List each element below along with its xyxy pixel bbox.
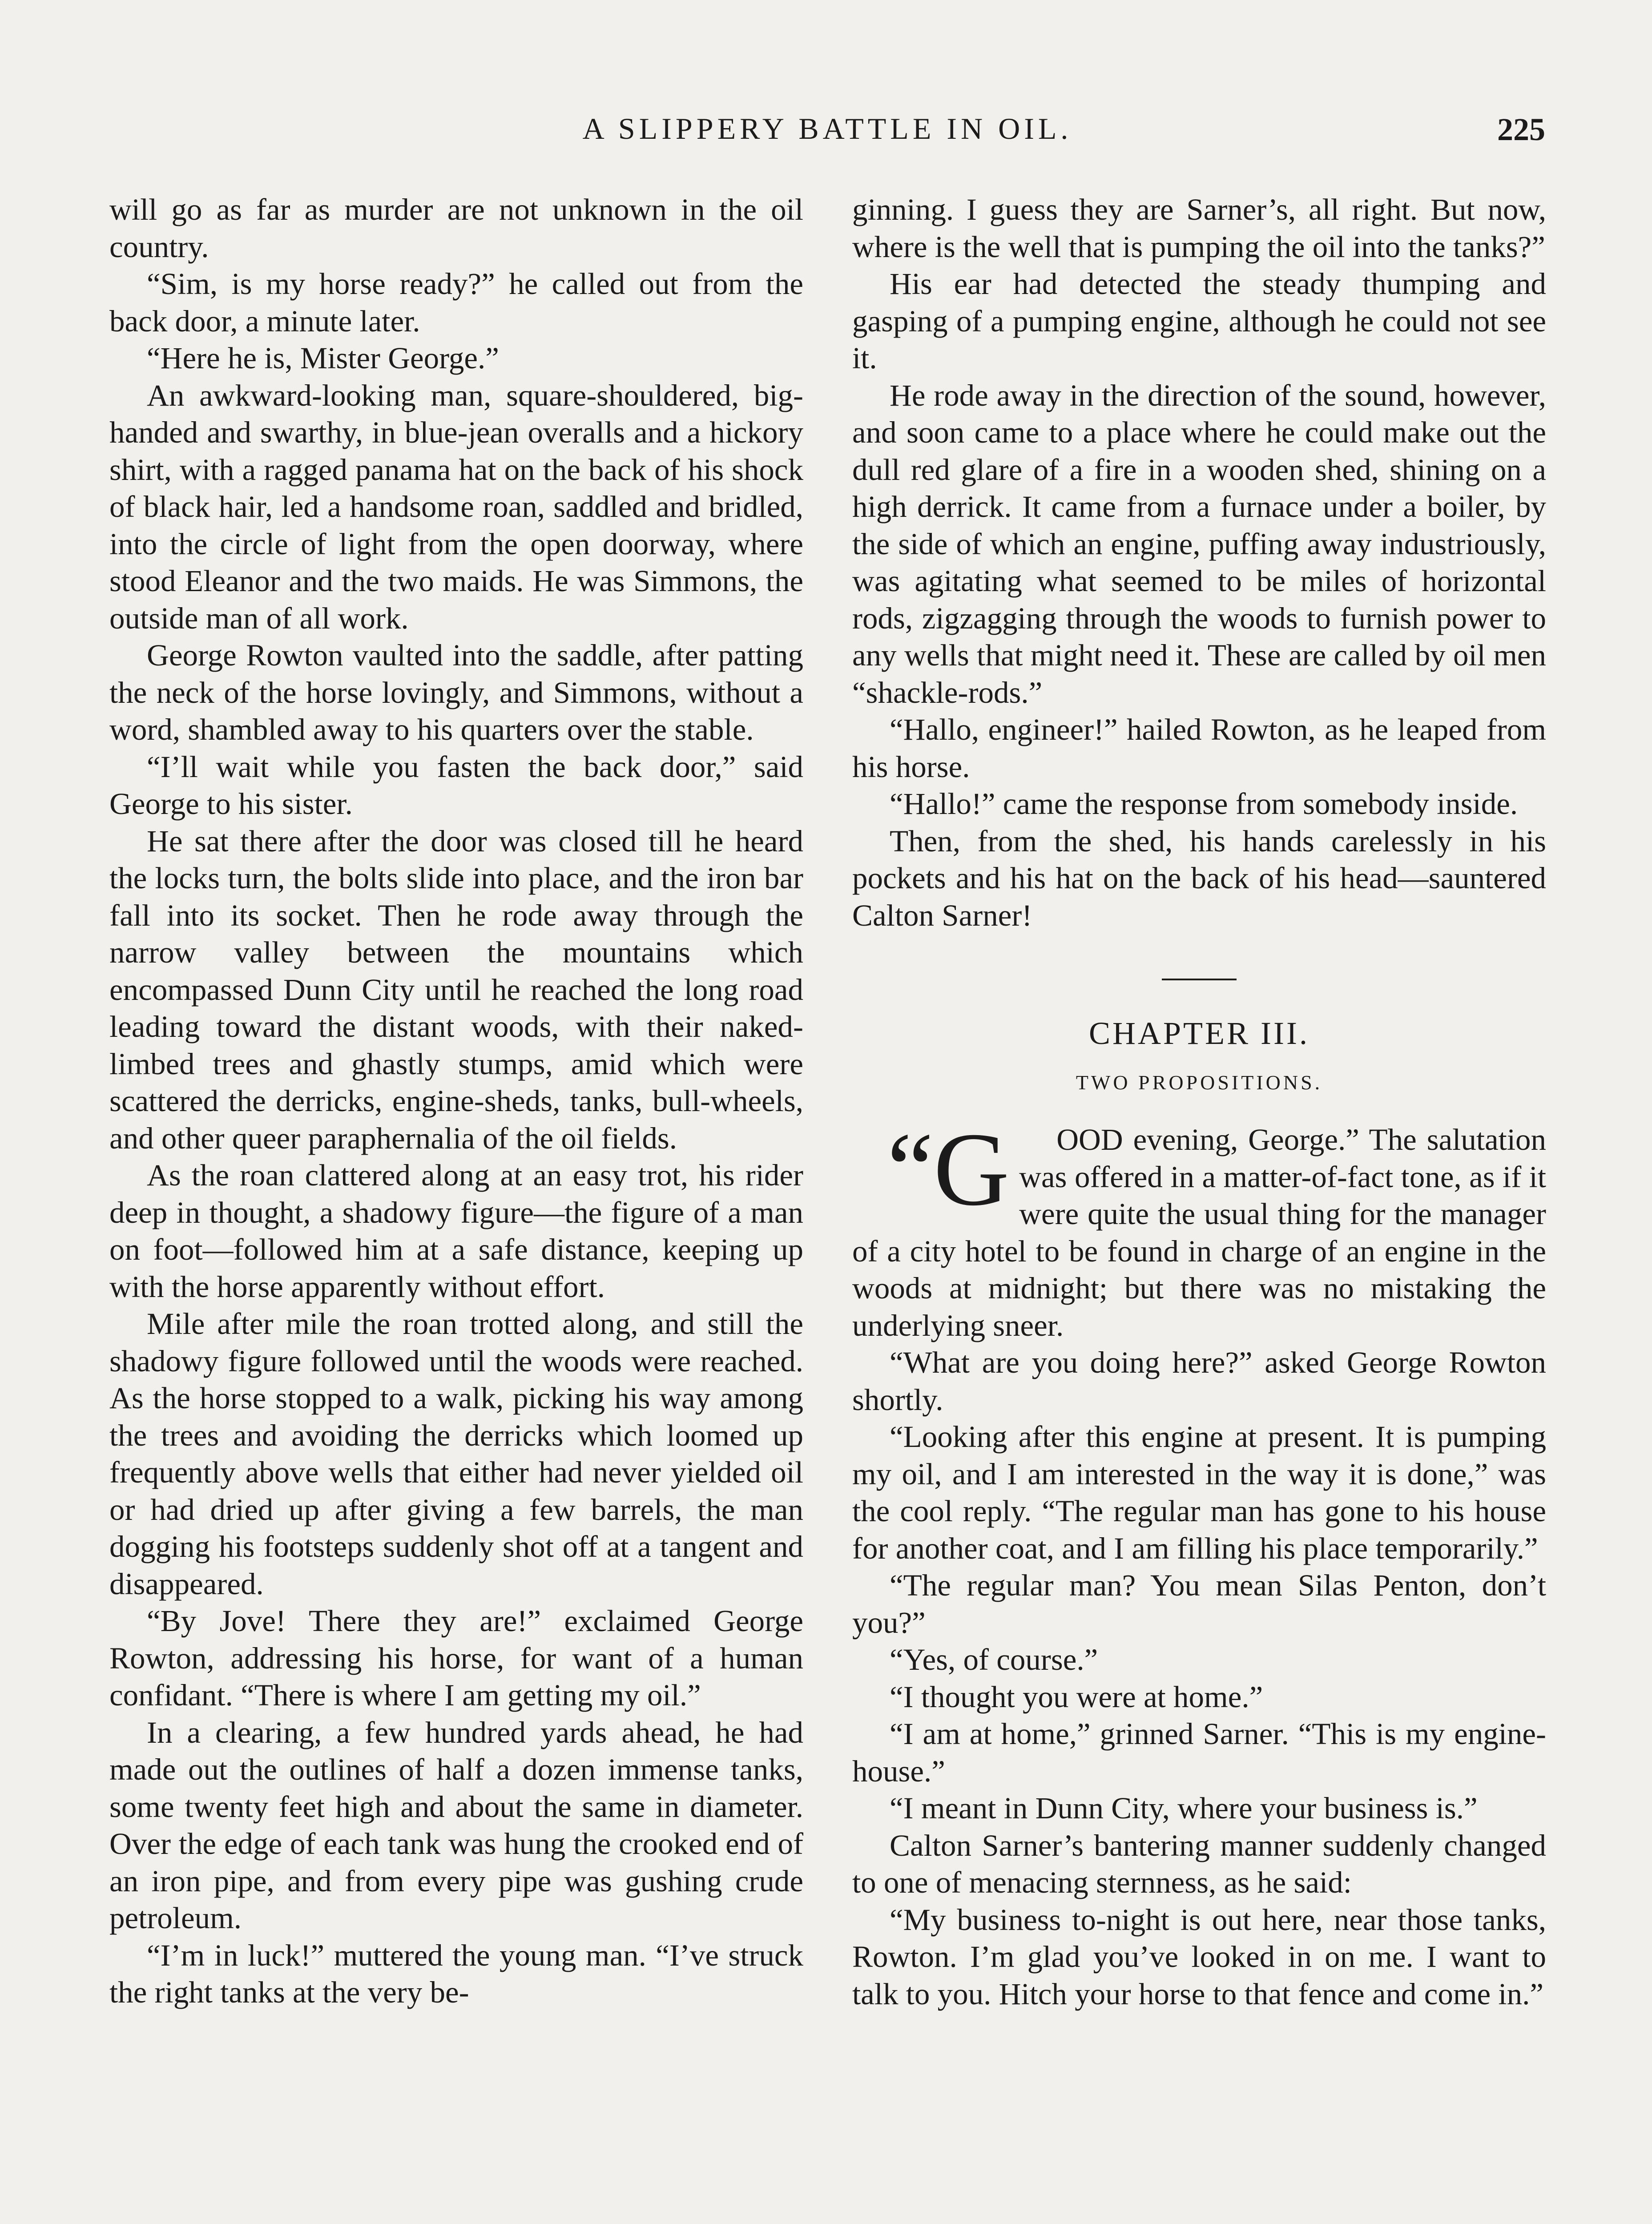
paragraph: Then, from the shed, his hands carelessly in his pockets and his hat on the back of his head—sauntered Calton Sarner! bbox=[852, 824, 1546, 932]
paragraph: Calton Sarner’s bantering manner suddenly changed to one of menacing sternness, as he said: bbox=[852, 1828, 1546, 1899]
paragraph: will go as far as murder are not unknown in the oil country. bbox=[109, 193, 803, 264]
paragraph: “I meant in Dunn City, where your business is.” bbox=[890, 1791, 1478, 1825]
chapter-opening-text: OOD evening, George.” The salutation was offered in a matter-of-fact tone, as if it were quite the usual thing for the manager of a city hotel to be found in charge of an engine in the woods at midnight; but there was no mistaking the underlying sneer. bbox=[852, 1123, 1546, 1342]
paragraph: “I’ll wait while you fasten the back door,” said George to his sister. bbox=[109, 749, 803, 821]
paragraph: “Looking after this engine at present. It is pumping my oil, and I am interested in the way it is done,” was the cool reply. “The regular man has gone to his house for another coat, and I am filling his place temporarily.” bbox=[852, 1420, 1546, 1565]
chapter-opening-paragraph bbox=[852, 1112, 1546, 1344]
paragraph: “I thought you were at home.” bbox=[890, 1680, 1263, 1714]
chapter-title: CHAPTER III. bbox=[1089, 1015, 1310, 1051]
page-number: 225 bbox=[1497, 112, 1545, 147]
paragraph: “By Jove! There they are!” exclaimed George Rowton, addressing his horse, for want of a human confidant. “There is where I am getting my oil.” bbox=[109, 1604, 803, 1712]
right-column-lower-text bbox=[852, 1344, 1546, 2013]
paragraph: An awkward-looking man, square-shouldered, big-handed and swarthy, in blue-jean overalls and a hickory shirt, with a ragged panama hat on the back of his shock of black hair, led a handsome roan, saddled and bridled, into the circle of light from the open doorway, where stood Eleanor and the two maids. He was Simmons, the outside man of all work. bbox=[109, 378, 803, 635]
right-text-column bbox=[852, 191, 1546, 2013]
paragraph: His ear had detected the steady thumping and gasping of a pumping engine, although he could not see it. bbox=[852, 267, 1546, 375]
paragraph: “Hallo, engineer!” hailed Rowton, as he leaped from his horse. bbox=[852, 713, 1546, 784]
paragraph: “I am at home,” grinned Sarner. “This is my engine-house.” bbox=[852, 1717, 1546, 1788]
drop-cap bbox=[850, 1112, 1010, 1228]
paragraph: In a clearing, a few hundred yards ahead, he had made out the outlines of half a dozen immense tanks, some twenty feet high and about the same in diameter. Over the edge of each tank was hung the crooked end of an iron pipe, and from every pipe was gushing crude petroleum. bbox=[109, 1715, 803, 1935]
running-head: A SLIPPERY BATTLE IN OIL. bbox=[582, 112, 1072, 145]
paragraph: ginning. I guess they are Sarner’s, all right. But now, where is the well that is pumping the oil into the tanks?” bbox=[852, 193, 1546, 264]
paragraph: “The regular man? You mean Silas Penton, don’t you?” bbox=[852, 1568, 1546, 1640]
paragraph: “What are you doing here?” asked George Rowton shortly. bbox=[852, 1346, 1546, 1417]
chapter-subtitle: TWO PROPOSITIONS. bbox=[1076, 1071, 1323, 1094]
paragraph: “Here he is, Mister George.” bbox=[147, 341, 499, 375]
page-header bbox=[109, 111, 1545, 160]
right-column-upper-text bbox=[852, 191, 1546, 934]
drop-cap-letter: G bbox=[933, 1112, 1010, 1228]
paragraph: Mile after mile the roan trotted along, and still the shadowy figure followed until the woods were reached. As the horse stopped to a walk, picking his way among the trees and avoiding the derricks which loomed up frequently above wells that either had never yielded oil or had dried up after giving a few barrels, the man dogging his footsteps suddenly shot off at a tangent and disappeared. bbox=[109, 1307, 803, 1601]
paragraph: George Rowton vaulted into the saddle, after patting the neck of the horse lovingly, and Simmons, without a word, shambled away to his quarters over the stable. bbox=[109, 638, 803, 746]
paragraph: He rode away in the direction of the sound, however, and soon came to a place where he could make out the dull red glare of a fire in a wooden shed, shining on a high derrick. It came from a furnace under a boiler, by the side of which an engine, puffing away industriously, was agitating what seemed to be miles of horizontal rods, zigzagging through the woods to furnish power to any wells that might need it. These are called by oil men “shackle-rods.” bbox=[852, 378, 1546, 709]
left-text-column bbox=[109, 191, 803, 2011]
drop-cap-open-quote: “ bbox=[887, 1112, 934, 1228]
paragraph: “My business to-night is out here, near those tanks, Rowton. I’m glad you’ve looked in on me. I want to talk to you. Hitch your horse to that fence and come in.” bbox=[852, 1902, 1546, 2011]
paragraph: “Sim, is my horse ready?” he called out from the back door, a minute later. bbox=[109, 267, 803, 338]
paragraph: “Hallo!” came the response from somebody inside. bbox=[890, 787, 1518, 821]
paragraph: “Yes, of course.” bbox=[890, 1643, 1098, 1676]
paragraph: “I’m in luck!” muttered the young man. “I’ve struck the right tanks at the very be- bbox=[109, 1938, 803, 2009]
section-divider-rule bbox=[1162, 979, 1237, 980]
paragraph: As the roan clattered along at an easy trot, his rider deep in thought, a shadowy figure—the figure of a man on foot—followed him at a safe distance, keeping up with the horse apparently without effort. bbox=[109, 1158, 803, 1304]
paragraph: He sat there after the door was closed till he heard the locks turn, the bolts slide into place, and the iron bar fall into its socket. Then he rode away through the narrow valley between the mountains which encompassed Dunn City until he reached the long road leading toward the distant woods, with their naked-limbed trees and ghastly stumps, amid which were scattered the derricks, engine-sheds, tanks, bull-wheels, and other queer paraphernalia of the oil fields. bbox=[109, 824, 803, 1155]
